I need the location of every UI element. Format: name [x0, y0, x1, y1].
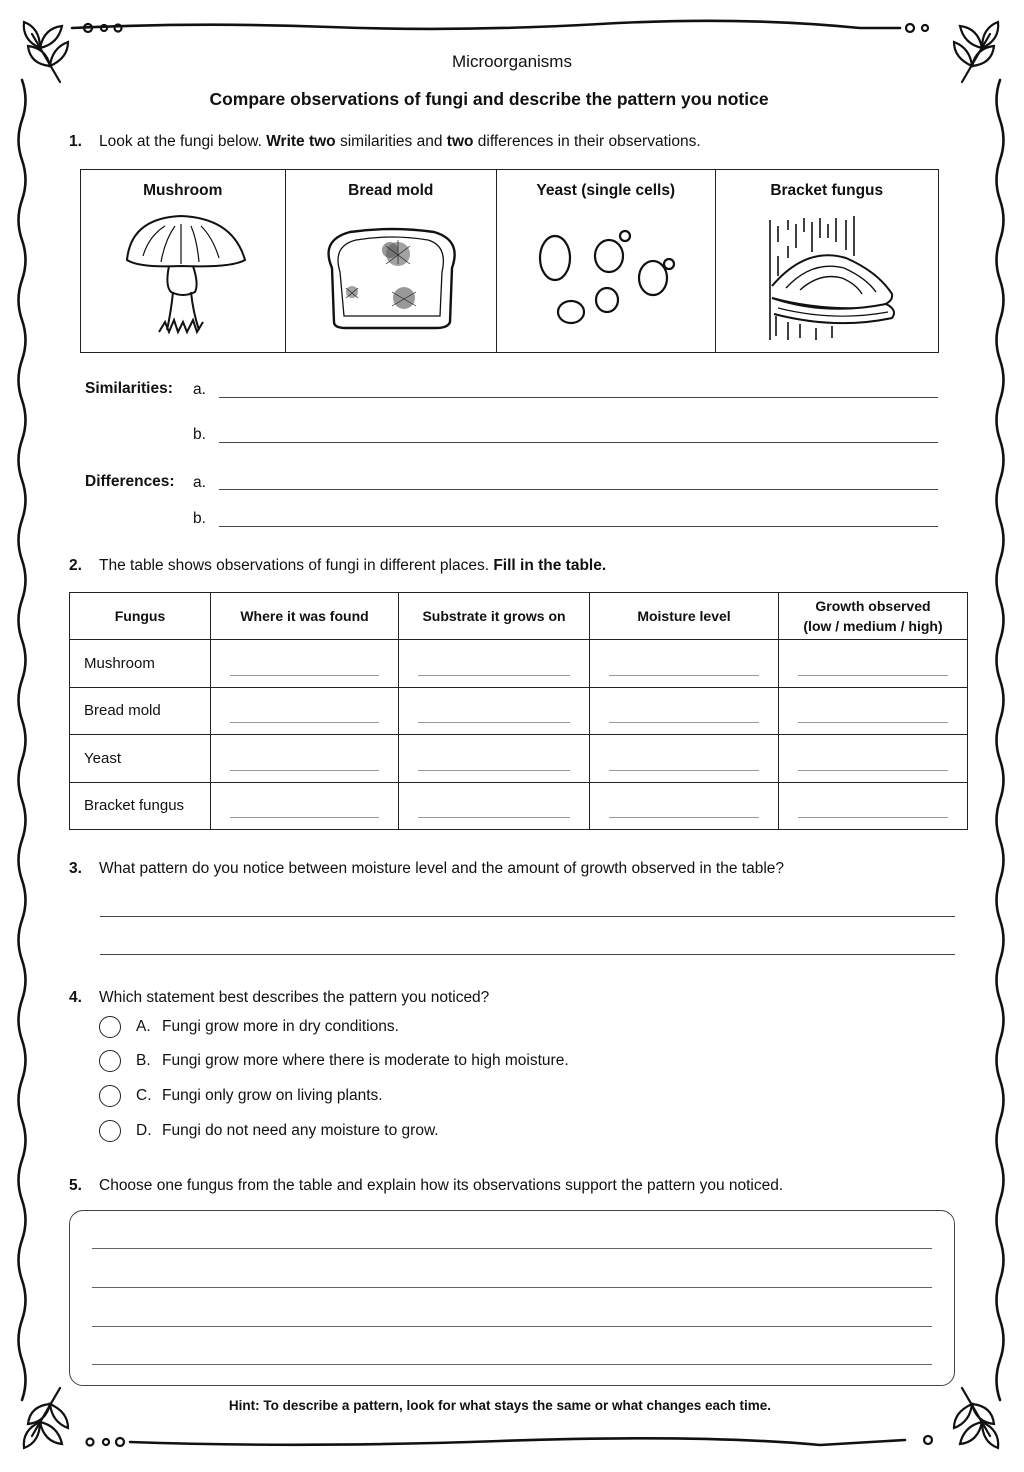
radio-circle-icon[interactable] [99, 1085, 121, 1107]
answer-line[interactable] [100, 916, 955, 917]
option-text: Fungi do not need any moisture to grow. [162, 1122, 439, 1139]
question-1 [69, 133, 701, 151]
row-label: Yeast [70, 735, 211, 782]
question-4 [69, 989, 489, 1007]
bracket-fungus-icon [716, 206, 939, 346]
question-5 [69, 1177, 783, 1195]
question-number: 3. [69, 860, 82, 877]
fungi-label: Bread mold [348, 182, 434, 199]
table-row [70, 687, 968, 734]
answer-cell[interactable] [399, 782, 590, 829]
question-text-bold: Write two [266, 133, 336, 150]
column-header: Fungus [70, 593, 211, 640]
column-header: Where it was found [211, 593, 399, 640]
answer-cell[interactable] [590, 687, 779, 734]
fungi-label: Bracket fungus [770, 182, 884, 199]
difference-a-line[interactable] [219, 489, 938, 490]
answer-cell[interactable] [211, 640, 399, 687]
answer-line[interactable] [100, 954, 955, 955]
question-3 [69, 860, 784, 878]
option-letter: D. [136, 1122, 152, 1139]
column-header: Substrate it grows on [399, 593, 590, 640]
radio-circle-icon[interactable] [99, 1050, 121, 1072]
answer-cell[interactable] [399, 735, 590, 782]
answer-line[interactable] [92, 1287, 932, 1288]
fungi-cell-mushroom [81, 170, 286, 352]
question-text: What pattern do you notice between moisture level and the amount of growth observed in the table? [99, 860, 785, 877]
row-label: Mushroom [70, 640, 211, 687]
option-c[interactable] [99, 1085, 383, 1107]
row-label: Bread mold [70, 687, 211, 734]
similarity-a-letter: a. [193, 381, 206, 398]
answer-cell[interactable] [779, 735, 968, 782]
column-header: Moisture level [590, 593, 779, 640]
similarity-b-letter: b. [193, 426, 206, 443]
fungi-picture-table [80, 169, 939, 353]
bread-mold-icon [286, 206, 498, 346]
question-text: Which statement best describes the pattern you noticed? [99, 989, 490, 1006]
answer-cell[interactable] [779, 782, 968, 829]
answer-cell[interactable] [779, 640, 968, 687]
answer-line[interactable] [92, 1364, 932, 1365]
answer-line[interactable] [92, 1248, 932, 1249]
table-row [70, 782, 968, 829]
question-number: 2. [69, 557, 82, 574]
table-row [70, 735, 968, 782]
answer-cell[interactable] [590, 640, 779, 687]
radio-circle-icon[interactable] [99, 1120, 121, 1142]
option-a[interactable] [99, 1016, 399, 1038]
question-text: Choose one fungus from the table and explain how its observations support the pattern you noticed. [99, 1177, 784, 1194]
table-row [70, 640, 968, 687]
answer-cell[interactable] [399, 640, 590, 687]
option-d[interactable] [99, 1120, 439, 1142]
similarity-a-line[interactable] [219, 397, 938, 398]
subject-heading: Microorganisms [452, 52, 572, 71]
answer-line[interactable] [92, 1326, 932, 1327]
answer-cell[interactable] [590, 735, 779, 782]
similarities-label: Similarities: [85, 380, 173, 397]
fungi-cell-bread-mold [286, 170, 498, 352]
question-2 [69, 557, 606, 575]
similarity-b-line[interactable] [219, 442, 938, 443]
mushroom-icon [81, 206, 286, 346]
difference-a-letter: a. [193, 474, 206, 491]
answer-box[interactable] [69, 1210, 955, 1386]
option-text: Fungi grow more in dry conditions. [162, 1018, 399, 1035]
answer-cell[interactable] [779, 687, 968, 734]
observations-table [69, 592, 968, 830]
option-text: Fungi only grow on living plants. [162, 1087, 383, 1104]
differences-label: Differences: [85, 473, 175, 490]
table-header-row [70, 593, 968, 640]
option-letter: A. [136, 1018, 151, 1035]
question-number: 4. [69, 989, 82, 1006]
question-text-bold: Fill in the table. [493, 557, 607, 574]
answer-cell[interactable] [211, 735, 399, 782]
fungi-label: Yeast (single cells) [536, 182, 676, 199]
column-header-line: (low / medium / high) [803, 618, 943, 635]
answer-cell[interactable] [590, 782, 779, 829]
yeast-cells-icon [497, 206, 716, 346]
page-title: Compare observations of fungi and describe the pattern you notice [209, 89, 769, 109]
question-text: similarities and [335, 133, 447, 150]
answer-cell[interactable] [211, 782, 399, 829]
option-b[interactable] [99, 1050, 569, 1072]
question-text-bold: two [446, 133, 474, 150]
option-letter: B. [136, 1052, 151, 1069]
column-header [779, 593, 968, 640]
question-text: differences in their observations. [473, 133, 701, 150]
answer-cell[interactable] [399, 687, 590, 734]
option-text: Fungi grow more where there is moderate to high moisture. [162, 1052, 569, 1069]
radio-circle-icon[interactable] [99, 1016, 121, 1038]
option-letter: C. [136, 1087, 152, 1104]
answer-cell[interactable] [211, 687, 399, 734]
fungi-label: Mushroom [143, 182, 223, 199]
row-label: Bracket fungus [70, 782, 211, 829]
difference-b-letter: b. [193, 510, 206, 527]
question-number: 1. [69, 133, 82, 150]
question-number: 5. [69, 1177, 82, 1194]
fungi-cell-bracket-fungus [716, 170, 938, 352]
hint-text: Hint: To describe a pattern, look for what stays the same or what changes each time. [228, 1398, 772, 1413]
question-text: Look at the fungi below. [99, 133, 267, 150]
difference-b-line[interactable] [219, 526, 938, 527]
column-header-line: Growth observed [815, 598, 931, 615]
question-text: The table shows observations of fungi in different places. [99, 557, 494, 574]
fungi-cell-yeast [497, 170, 715, 352]
